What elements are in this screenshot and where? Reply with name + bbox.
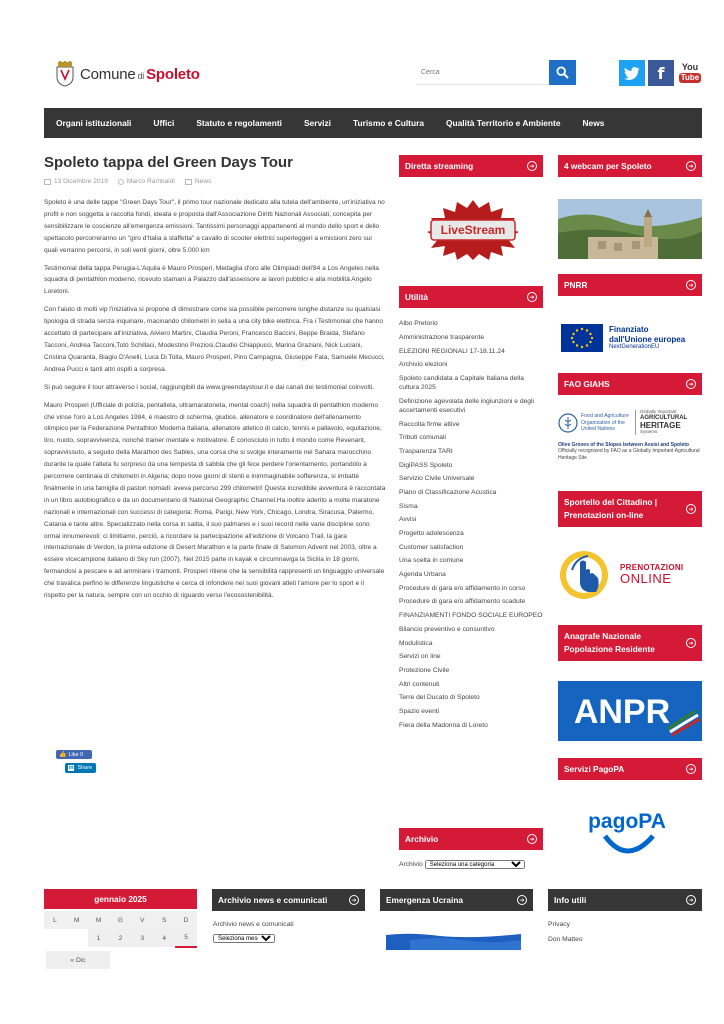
nav-item-qualita[interactable]: Qualità Territorio e Ambiente [446,118,561,128]
twitter-button[interactable] [619,60,645,86]
info-utili-list [548,920,583,950]
utilita-item[interactable]: Bilancio preventivo e consuntivo [399,625,495,633]
utilita-item[interactable]: Avvisi [399,516,417,524]
article-paragraph: Spoleto è una delle tappe "Green Days Tour", il primo tour nazionale dedicato alla tutela dell'ambiente, un'iniziativa no profit e non soggetta a raccolta fondi, ideata e proposta dall'Associazione Diritti Nazionali Associati, concepita per sensibilizzare le coscienze all'emergenza emissioni. Tantissimi personaggi appartenenti al mondo dello sport e dello spettacolo percorreranno un "giro d'Italia a staffetta" a cavallo di scooter elettrici superleggeri a emissioni zero sui quali verranno percorsi, in soli venti giorni, oltre 5.000 km [44,199,385,254]
nav-item-turismo[interactable]: Turismo e Cultura [352,118,425,128]
utilita-list [399,317,543,732]
utilita-header[interactable] [399,286,543,308]
brand-di: di [137,70,145,81]
calendar-day[interactable]: 4 [153,929,175,947]
ukraine-banner-image[interactable] [380,932,533,950]
brand-prefix: Comune [80,65,136,83]
fao-caption-bold: Olive Groves of the Slopes between Assisi and Spoleto [558,442,689,449]
calendar-day[interactable]: 1 [88,929,110,947]
twitter-icon [624,67,640,80]
site-brand [80,66,200,83]
utilita-item[interactable]: DigiPASS Spoleto [399,461,453,469]
info-utili-title: Info utili [554,895,587,905]
calendar-grid [44,911,197,948]
utilita-item[interactable]: Definizione agevolata delle ingiunzioni e degli accertamenti esecutivi [399,397,534,414]
nav-item-news[interactable]: News [582,118,605,128]
linkedin-share-label: Share [77,765,93,771]
pnrr-title: PNRR [564,280,588,290]
anagrafe-title: Anagrafe Nazionale Popolazione Residente [564,631,655,654]
article-author[interactable]: Marco Rambaidi [126,178,175,185]
diretta-streaming-header[interactable] [399,155,543,177]
arrow-right-icon: ➔ [686,161,696,171]
archivio-title: Archivio [405,834,439,844]
archivio-label: Archivio [399,861,423,868]
article-paragraph: Con l'aiuto di molti vip l'iniziativa si propone di dimostrare come sia possibile percorrere lunghe distanze su qualsiasi tipologia di strada senza inquinare, macinando chilometri in sella a una city bike elettrica. Fra i Testimonial che hanno accettato di partecipare all'iniziativa, Alviero Martini, Claudia Peroni, Francesco Baccini, Beppe Braida, Stefano Tacconi, Andrea Tacconi,Totò Schillaci, Modestino Preziosi,Claudio Chiappucci, Marina Graziani, Nick Luciani, Cristina Quaranta, Biagio D'Anelli, Luca Di Tolla, Mauro Prosperi, Pino Campagna, Giuseppe Fata, Samuele Mecucci, Andrea Pucci e tanti altri ospiti a sorpresa. [44,306,385,373]
ucraina-header[interactable] [380,889,533,911]
anagrafe-header[interactable] [558,625,702,661]
pnrr-logo[interactable] [558,316,702,360]
fao-caption: Officially recognized by FAO as a Globally Important Agricultural Heritage Site [558,448,700,461]
arrow-right-icon: ➔ [349,895,359,905]
youtube-button[interactable] [677,60,703,86]
archivio-news-header[interactable] [212,889,365,911]
webcam-title: 4 webcam per Spoleto [564,161,652,171]
archivio-news-label: Archivio news e comunicati [213,921,294,928]
pagopa-logo[interactable] [583,800,673,862]
giahs-line2: AGRICULTURAL [640,414,688,421]
utilita-item[interactable]: Trasparenza TARI [399,447,453,455]
arrow-right-icon: ➔ [686,379,696,389]
site-logo[interactable] [55,61,200,87]
arrow-right-icon: ➔ [527,161,537,171]
prenotazioni-online-banner[interactable] [558,540,702,610]
archivio-category-select[interactable] [425,860,525,869]
facebook-like-button[interactable] [56,750,92,759]
calendar-day[interactable]: 3 [131,929,153,947]
arrow-right-icon: ➔ [527,292,537,302]
arrow-right-icon: ➔ [686,280,696,290]
livestream-label: LiveStream [440,223,506,237]
arrow-right-icon: ➔ [686,895,696,905]
utilita-item[interactable]: Progetto adolescenza [399,530,464,538]
thumbs-up-icon: 👍 [59,752,67,758]
calendar-weekday: V [131,911,153,929]
giahs-badge [635,410,687,435]
diretta-streaming-title: Diretta streaming [405,161,474,171]
fb-like-label: Like 0 [68,751,84,758]
archivio-header[interactable] [399,828,543,850]
article-meta [44,178,211,185]
calendar-weekday: L [44,911,66,929]
nav-item-organi[interactable]: Organi istituzionali [56,118,132,128]
utilita-item[interactable]: Piano di Classificazione Acustica [399,488,497,496]
info-utili-item[interactable]: Privacy [548,921,570,928]
brand-city: Spoleto [146,65,200,83]
utilita-item[interactable]: Procedure di gara e/o affidamento scadute [399,598,526,606]
pagopa-header[interactable] [558,758,702,780]
search-input[interactable] [416,60,549,85]
anpr-label: ANPR [573,693,671,731]
arrow-right-icon: ➔ [686,638,696,648]
fao-header[interactable] [558,373,702,395]
youtube-icon-tube: Tube [680,73,700,82]
utilita-item[interactable]: Altri contenuti [399,680,440,688]
search-button[interactable] [549,60,576,85]
fao-org-name: Food and Agriculture Organization of the United Nations [581,413,629,432]
utilita-item[interactable]: Spoleto candidata a Capitale Italiana della cultura 2025 [399,375,524,392]
utilita-item[interactable]: Tributi comunali [399,434,446,442]
user-icon [118,179,124,185]
pnrr-line1: Finanziato [609,325,649,335]
calendar-empty-cell [66,929,88,947]
livestream-logo[interactable] [423,198,523,262]
archivio-filter [399,860,525,869]
nav-item-servizi[interactable]: Servizi [303,118,331,128]
article-paragraph: Testimonial della tappa Perugia-L'Aquila è Mauro Prosperi, Medaglia d'oro alle Olimpiadi dell'84 a Los Angeles nella squadra di pentathlon moderno, ricevuto stamani a Palazzo dall'assessore ai lavori pubblici e alla mobilità Angelo Loretoni. [44,264,379,296]
arrow-right-icon: ➔ [686,504,696,514]
info-utili-header[interactable] [548,889,702,911]
article-title: Spoleto tappa del Green Days Tour [44,154,293,171]
utilita-item[interactable]: Archivio elezioni [399,361,448,369]
utilita-item[interactable]: Fiera della Madonna di Loreto [399,721,488,729]
article-paragraph: Mauro Prosperi (Ufficiale di polizia, pentatleta, ultramaratoneta, mental coach) nella squadra di pentathlon moderno che vinse l'oro a Los Angeles 1984, è maestro di scherma, giudice, allenatore e coordinatore dell'allenamento olimpico per la Federazione Pentathlon Moderna Italiana, allenatore atletico di calcio, tennis e pallavolo, equitazione, tiro, nuoto, sopravvivenza, nonché trainer mentale e motivatore. È conosciuto in tutto il mondo come Revenant, sopravvissuto, a seguito della Marathon des Sables, una corsa che si svolge interamente nel Sahara marocchino durante la quale l'atleta fu sorpreso da una tempesta di sabbia che gli fece perdere l'orientamento, portandolo a percorrere centinaia di chilometri in Algeria; dopo nove giorni di stenti e inimmaginabile sofferenza, si imbatté finalmente in una famiglia di pastori nomadi: aveva percorso 299 chilometri! Questa incredibile avventura è raccontata in un libro autobiografico e da un documentario di National Geographic Channel.Ha inoltre aderito a molte maratone nazionali e internazionali con successi di categoria: Roma, Parigi, New York, Chicago, Londra, Siracusa, Palermo, Catania e tante altre. Specializzato nella corsa in salita, il suo palmares e i suoi record nelle varie discipline sono ormai innumerevoli: ci limitiamo, perciò, a ricordare la partecipazione all'edizione di Volcano Trail, la gara internazionale di Verdon, la prima edizione di Desert Marathon e la parte finale di Salomon Advent nel 2003, oltre a essere vicecampione italiano di Sky run (2007). Nel 2015 parte in kayak e circumnaviga la Sicilia in 18 giorni, fermandosi a pescare e ad ammirare i tramonti. Prosperi ritiene che la sensibilità rappresenti un linguaggio universale che travalica perfino le differenze linguistiche e cerca di infondere nei suoi giovani atleti l'amore per lo sport e il rispetto per la natura, sempre con un occhio di riguardo verso l'ecosostenibilità. [44,401,386,600]
arrow-right-icon: ➔ [527,834,537,844]
giahs-line1: Globally Important [640,409,677,414]
pnrr-header[interactable] [558,274,702,296]
utilita-item[interactable]: Una scelta in comune [399,557,464,565]
archivio-news-title: Archivio news e comunicati [218,895,328,905]
utilita-item[interactable]: Spazio eventi [399,707,440,715]
webcam-header[interactable] [558,155,702,177]
nav-item-statuto[interactable]: Statuto e regolamenti [196,118,282,128]
calendar-weekday: G [110,911,132,929]
touch-hand-icon [558,546,612,604]
utilita-item[interactable]: Sisma [399,502,418,510]
utilita-item[interactable]: FINANZIAMENTI FONDO SOCIALE EUROPEO [399,612,543,620]
fao-title: FAO GIAHS [564,379,610,389]
utilita-item[interactable]: Protezione Civile [399,666,450,674]
article-date: 13 Dicembre 2019 [54,178,108,185]
facebook-icon: f [657,63,665,83]
calendar-empty-cell [44,929,66,947]
archivio-news-month-select[interactable] [213,934,275,943]
fao-giahs-logo[interactable] [558,410,702,474]
share-buttons [56,750,96,773]
main-nav [44,108,702,138]
calendar-header: gennaio 2025 [44,889,197,909]
linkedin-share-button[interactable] [65,763,96,773]
article-body [44,197,386,608]
arrow-right-icon: ➔ [686,764,696,774]
pnrr-line3: NextGenerationEU [609,343,660,350]
calendar-day[interactable]: 5 [175,929,197,947]
utilita-item[interactable]: Customer satisfaction [399,543,464,551]
fao-logo-row [558,410,702,435]
anpr-logo[interactable] [558,681,702,741]
webcam-image[interactable] [558,199,702,259]
calendar-day[interactable]: 2 [110,929,132,947]
giahs-line4: Systems [640,429,658,435]
utilita-item[interactable]: Albo Pretorio [399,320,438,328]
article-paragraph: Si può seguire il tour attraverso i social, raggiungibili da www.greendaystour.it e dai canali dei testimonial coinvolti. [44,383,375,391]
calendar-weekday: D [175,911,197,929]
utilita-title: Utilità [405,292,429,302]
calendar-icon [44,179,51,185]
info-utili-item[interactable]: Don Matteo [548,936,583,943]
search-bar [416,60,576,85]
city-crest-icon [55,61,75,87]
utilita-item[interactable]: ELEZIONI REGIONALI 17-18.11.24 [399,347,505,355]
linkedin-icon: in [69,765,74,771]
utilita-item[interactable]: Terre del Ducato di Spoleto [399,694,480,702]
calendar-weekday: M [88,911,110,929]
article-category[interactable]: News [194,178,212,185]
folder-icon [185,179,192,185]
utilita-item[interactable]: Amministrazione trasparente [399,334,485,342]
fao-emblem-icon [558,413,578,433]
prenotazioni-text [620,563,683,587]
utilita-item[interactable]: Servizi on line [399,653,441,661]
pnrr-text [609,325,685,350]
utilita-item[interactable]: Agenda Urbana [399,571,446,579]
calendar-weekday: M [66,911,88,929]
pagopa-label: pagoPA [588,810,666,833]
eu-flag-icon [561,324,603,352]
ucraina-title: Emergenza Ucraina [386,895,464,905]
arrow-right-icon: ➔ [517,895,527,905]
utilita-item[interactable]: Servizio Civile Universale [399,475,475,483]
pnrr-line2: dall'Unione europea [609,334,686,344]
sportello-header[interactable] [558,491,702,527]
prenotazioni-line1: PRENOTAZIONI [620,562,684,572]
nav-item-uffici[interactable]: Uffici [153,118,175,128]
facebook-button[interactable] [648,60,674,86]
sportello-title: Sportello del Cittadino | Prenotazioni on-line [564,497,658,520]
social-links [619,60,703,86]
calendar-prev-month-button[interactable]: « Dic [46,951,110,969]
giahs-line3: HERITAGE [640,420,681,430]
prenotazioni-line2: ONLINE [620,571,672,587]
utilita-item[interactable]: Raccolta firme attive [399,420,460,428]
utilita-item[interactable]: Procedure di gara e/o affidamento in corso [399,584,526,592]
youtube-icon-you: You [681,62,699,72]
search-icon [556,66,569,79]
calendar-weekday: S [153,911,175,929]
utilita-item[interactable]: Modulistica [399,639,433,647]
pagopa-title: Servizi PagoPA [564,764,625,774]
